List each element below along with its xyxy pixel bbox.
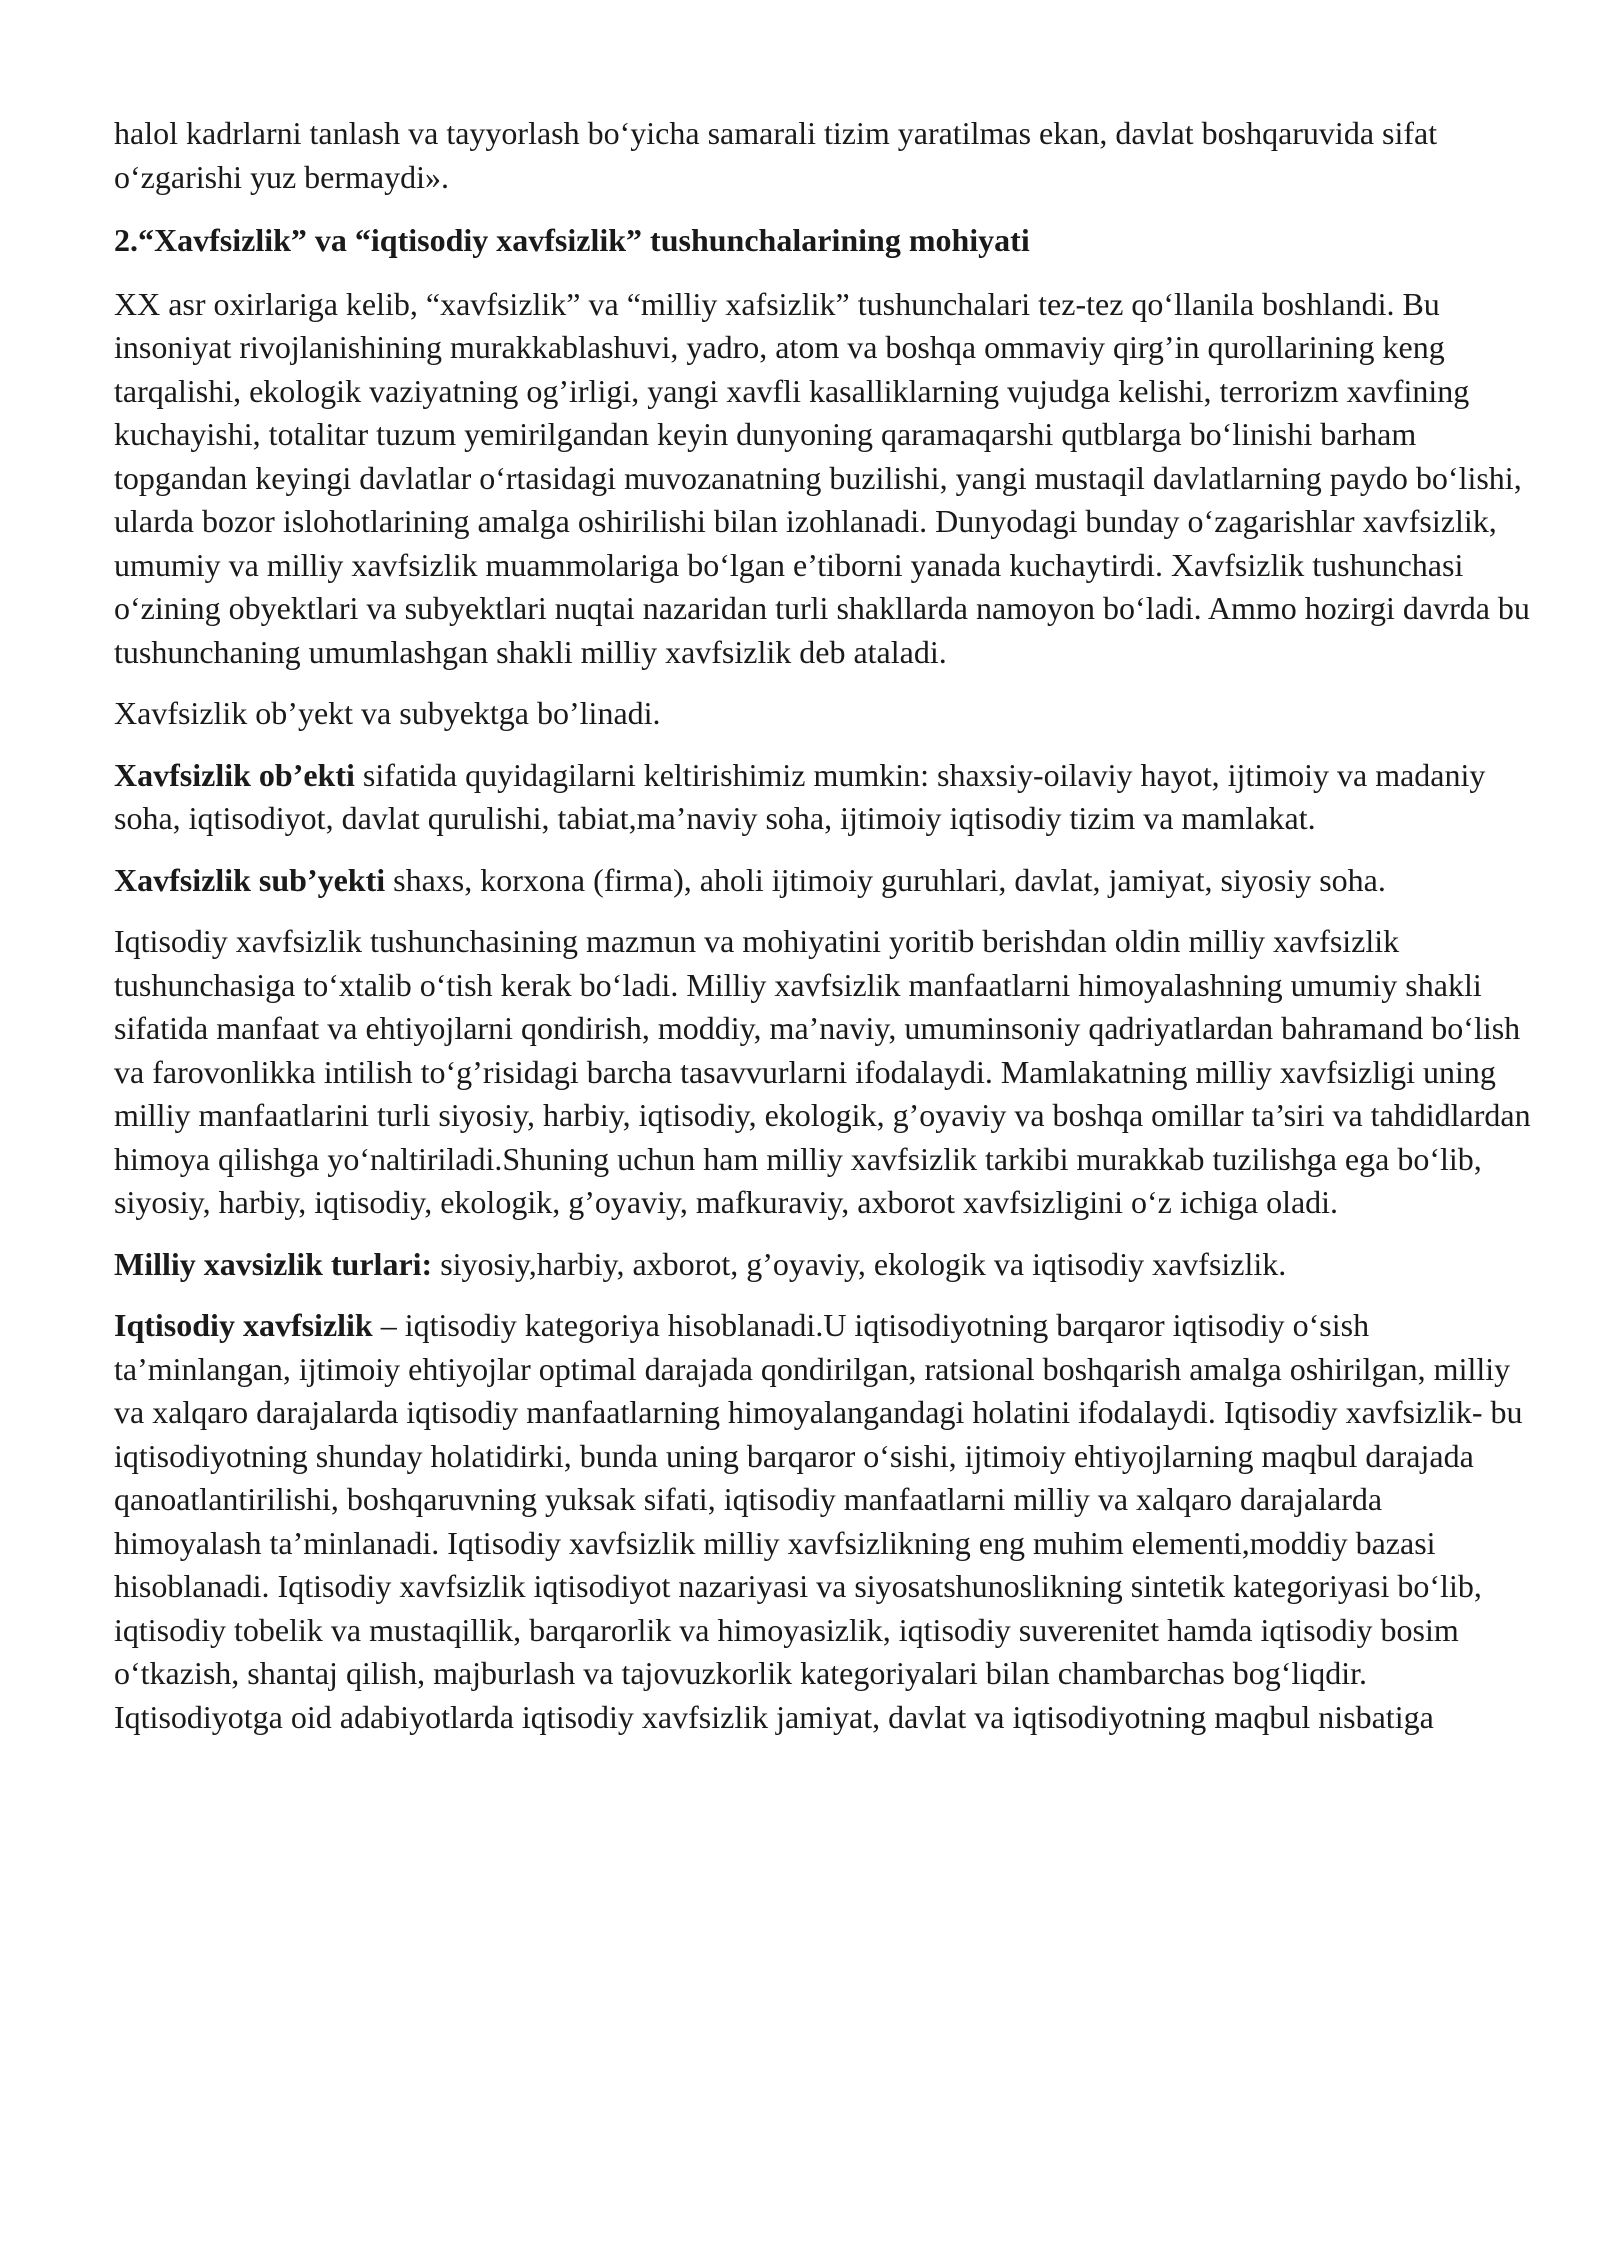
paragraph-lead-term: Xavfsizlik ob’ekti bbox=[114, 756, 355, 793]
intro-paragraph: halol kadrlarni tanlash va tayyorlash bo‘yicha samarali tizim yaratilmas ekan, davlat boshqaruvida sifat o‘zgarishi yuz bermaydi». bbox=[114, 115, 1438, 195]
paragraph-text: shaxs, korxona (firma), aholi ijtimoiy guruhlari, davlat, jamiyat, siyosiy soha. bbox=[385, 861, 1386, 898]
paragraph-text: sifatida quyidagilarni keltirishimiz mumkin: shaxsiy-oilaviy hayot, ijtimoiy va madaniy soha, iqtisodiyot, davlat qurulishi, tabiat,ma’naviy soha, ijtimoiy iqtisodiy tizim va mamlakat. bbox=[114, 756, 1486, 836]
paragraph-text: siyosiy,harbiy, axborot, g’oyaviy, ekologik va iqtisodiy xavfsizlik. bbox=[432, 1245, 1287, 1282]
paragraph-economic-security bbox=[114, 1304, 1534, 1739]
paragraph-text: Xavfsizlik ob’yekt va subyektga bo’linadi. bbox=[114, 695, 661, 731]
paragraph-object-subject bbox=[114, 692, 1534, 736]
paragraph-national-security bbox=[114, 920, 1534, 1225]
paragraph-security-subject bbox=[114, 859, 1534, 903]
section-heading: 2.“Xavfsizlik” va “iqtisodiy xavfsizlik” tushunchalarining mohiyati bbox=[114, 222, 1030, 258]
paragraph-text: – iqtisodiy kategoriya hisoblanadi.U iqtisodiyotning barqaror iqtisodiy o‘sish ta’minlangan, ijtimoiy ehtiyojlar optimal darajada qondirilgan, ratsional boshqarish amalga oshirilgan, milliy va xalqaro darajalarda iqtisodiy manfaatlarning himoyalangandagi holatini ifodalaydi. Iqtisodiy xavfsizlik- bu iqtisodiyotning shunday holatidirki, bunda uning barqaror o‘sishi, ijtimoiy ehtiyojlarning maqbul darajada qanoatlantirilishi, boshqaruvning yuksak sifati, iqtisodiy manfaatlarni milliy va xalqaro darajalarda himoyalash ta’minlanadi. Iqtisodiy xavfsizlik milliy xavfsizlikning eng muhim elementi,moddiy bazasi hisoblanadi. Iqtisodiy xavfsizlik iqtisodiyot nazariyasi va siyosatshunoslikning sintetik kategoriyasi bo‘lib, iqtisodiy tobelik va mustaqillik, barqarorlik va himoyasizlik, iqtisodiy suverenitet hamda iqtisodiy bosim o‘tkazish, shantaj qilish, majburlash va tajovuzkorlik kategoriyalari bilan chambarchas bog‘liqdir. Iqtisodiyotga oid adabiyotlarda iqtisodiy xavfsizlik jamiyat, davlat va iqtisodiyotning maqbul nisbatiga bbox=[114, 1307, 1523, 1735]
paragraph-security-types bbox=[114, 1243, 1534, 1287]
paragraph-xavfsizlik-history bbox=[114, 283, 1534, 675]
paragraph-security-object bbox=[114, 754, 1534, 841]
paragraph-lead-term: Milliy xavsizlik turlari: bbox=[114, 1245, 433, 1282]
paragraph-lead-term: Iqtisodiy xavfsizlik bbox=[114, 1307, 373, 1343]
paragraph-lead-term: Xavfsizlik sub’yekti bbox=[114, 861, 386, 898]
paragraph-text: XX asr oxirlariga kelib, “xavfsizlik” va “milliy xafsizlik” tushunchalari tez-tez qo‘llanila boshlandi. Bu insoniyat rivojlanishining murakkablashuvi, yadro, atom va boshqa ommaviy qirg’in qurollarining keng tarqalishi, ekologik vaziyatning og’irligi, yangi xavfli kasalliklarning vujudga kelishi, terrorizm xavfining kuchayishi, totalitar tuzum yemirilgandan keyin dunyoning qaramaqarshi qutblarga bo‘linishi barham topgandan keyingi davlatlar o‘rtasidagi muvozanatning buzilishi, yangi mustaqil davlatlarning paydo bo‘lishi, ularda bozor islohotlarining amalga oshirilishi bilan izohlanadi. Dunyodagi bunday o‘zagarishlar xavfsizlik, umumiy va milliy xavfsizlik muammolariga bo‘lgan e’tiborni yanada kuchaytirdi. Xavfsizlik tushunchasi o‘zining obyektlari va subyektlari nuqtai nazaridan turli shakllarda namoyon bo‘ladi. Ammo hozirgi davrda bu tushunchaning umumlashgan shakli milliy xavfsizlik deb ataladi. bbox=[114, 285, 1530, 670]
document-page bbox=[114, 112, 1534, 1757]
paragraph-text: Iqtisodiy xavfsizlik tushunchasining mazmun va mohiyatini yoritib berishdan oldin milliy xavfsizlik tushunchasiga to‘xtalib o‘tish kerak bo‘ladi. Milliy xavfsizlik manfaatlarni himoyalashning umumiy shakli sifatida manfaat va ehtiyojlarni qondirish, moddiy, ma’naviy, umuminsoniy qadriyatlardan bahramand bo‘lish va farovonlikka intilish to‘g’risidagi barcha tasavvurlarni ifodalaydi. Mamlakatning milliy xavfsizligi uning milliy manfaatlarini turli siyosiy, harbiy, iqtisodiy, ekologik, g’oyaviy va boshqa omillar ta’siri va tahdidlardan himoya qilishga yo‘naltiriladi.Shuning uchun ham milliy xavfsizlik tarkibi murakkab tuzilishga ega bo‘lib, siyosiy, harbiy, iqtisodiy, ekologik, g’oyaviy, mafkuraviy, axborot xavfsizligini o‘z ichiga oladi. bbox=[114, 923, 1531, 1220]
